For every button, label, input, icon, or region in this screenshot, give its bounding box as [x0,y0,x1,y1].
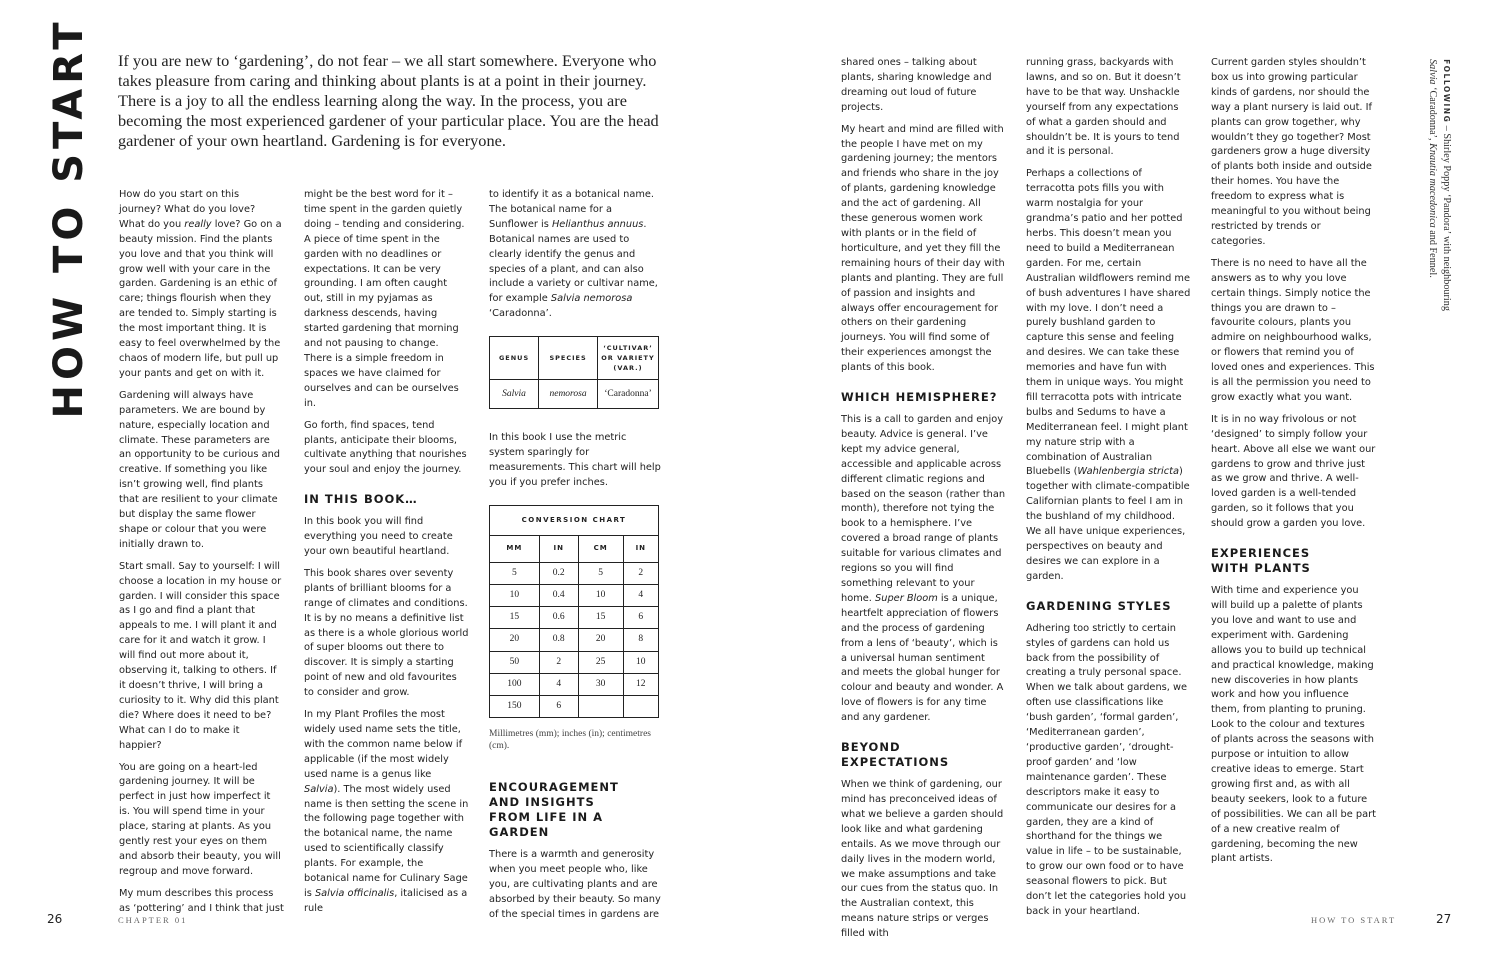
section-heading-beyond-expectations: BEYOND EXPECTATIONS [841,740,950,770]
running-footer-right: HOW TO START [1311,915,1397,925]
table-cell: ‘Caradonna’ [598,380,659,409]
table-cell: 15 [490,607,540,629]
paragraph: There is no need to have all the answers as to why you love certain things. Simply notice the things you are drawn to – favourite colours, plants you admire on neighbourhood walks, or flowers that remind you of loved ones and experiences. This is all the permission you need to grow exactly what you want. [1211,257,1375,403]
table-header: SPECIES [539,337,598,380]
table-cell: 0.8 [539,629,578,651]
right-column-3 [1211,56,1376,874]
conversion-chart-caption: Millimetres (mm); inches (in); centimetres (cm). [489,729,651,752]
table-cell: 0.6 [539,607,578,629]
table-cell: 30 [578,673,623,695]
paragraph: There is a warmth and generosity when you meet people who, like you, are cultivating plants and are absorbed by their beauty. So many of the special times in gardens are [489,849,661,920]
page-number-right: 27 [1436,912,1452,926]
paragraph: In my Plant Profiles the most widely used name sets the title, with the common name below if applicable (if the most widely used name is a genus like Salvia). The most widely used name is then setting the scene in the following page together with the botanical name, the name used to scientifically classify plants. For example, the botanical name for Culinary Sage is Salvia officinalis, italicised as a rule [304,709,469,914]
table-row [490,584,659,606]
paragraph: In this book I use the metric system sparingly for measurements. This chart will help you if you prefer inches. [489,432,661,488]
table-header: GENUS [490,337,539,380]
table-cell: nemorosa [539,380,598,409]
table-row [490,695,659,717]
conversion-header: IN [539,535,578,562]
table-cell [578,695,623,717]
paragraph: Go forth, find spaces, tend plants, anticipate their blooms, cultivate anything that nourishes your soul and enjoy the journey. [304,419,467,476]
paragraph: Adhering too strictly to certain styles of gardens can hold us back from the possibility of creating a truly personal space. When we talk about gardens, we often use classifications like ‘bush garden’, ‘formal garden’, ‘Mediterranean garden’, ‘productive garden’, ‘drought-proof garden’ and ‘low maintenance garden’. These descriptors make it easy to communicate our desires for a garden, they are a kind of shorthand for the things we value in life – to be sustainable, to grow our own food or to have seasonal flowers to pick. But don’t let the categories hold you back in your heartland. [1026,622,1188,917]
table-cell: 100 [490,673,540,695]
table-cell: 5 [490,562,540,584]
table-cell: 0.2 [539,562,578,584]
right-column-2 [1026,56,1191,927]
table-row [490,651,659,673]
paragraph: Start small. Say to yourself: I will choose a location in my house or garden. I will consider this space as I go and find a plant that appeals to me. I will plant it and care for it and watch it grow. I will find out more about it, observing it, talking to others. If it doesn’t thrive, I will bring a curiosity to it. Why did this plant die? Where does it need to be? What can I do to make it happier? [119,560,282,751]
section-heading-which-hemisphere: WHICH HEMISPHERE? [841,390,998,405]
table-cell: 20 [578,629,623,651]
paragraph: to identify it as a botanical name. The botanical name for a Sunflower is Helianthus annuus. Botanical names are used to clearly identify the genus and species of a plant, and can also include a variety or cultivar name, for example Salvia nemorosa ‘Caradonna’. [489,189,658,320]
table-row [490,562,659,584]
paragraph: This is a call to garden and enjoy beauty. Advice is general. I’ve kept my advice general, accessible and applicable across different climatic regions and based on the season (rather than month), therefore not tying the book to a hemisphere. I’ve covered a broad range of plants suitable for various climates and regions so you will find something relevant to your home. Super Bloom is a unique, heartfelt appreciation of flowers and the process of gardening from a lens of ‘beauty’, which is a universal human sentiment and meets the global hunger for colour and beauty and wonder. A love of flowers is for any time and any gardener. [841,414,1006,724]
paragraph: How do you start on this journey? What do you love? What do you really love? Go on a beauty mission. Find the plants you love and that you think will grow well with your care in the garden. Gardening is an ethic of care; things flourish when they are tended to. Simply starting is the most important thing. It is easy to feel overwhelmed by the chaos of modern life, but pull up your pants and get on with it. [119,189,282,379]
table-cell: 50 [490,651,540,673]
page-number-left: 26 [47,912,63,926]
table-cell: 10 [490,584,540,606]
table-cell: 12 [623,673,658,695]
table-cell: 6 [623,607,658,629]
section-heading-in-this-book: IN THIS BOOK… [304,492,418,507]
left-column-3 [489,188,664,930]
paragraph: Perhaps a collections of terracotta pots fills you with warm nostalgia for your grandma’s patio and her potted herbs. This doesn’t mean you need to build a Mediterranean garden. For me, certain Australian wildflowers remind me of bush adventures I have shared with my love. I don’t need a purely bushland garden to capture this sense and feeling and desires. We can take these memories and have fun with them in unique ways. You might fill terracotta pots with intricate bulbs and Sedums to have a Mediterranean feel. I might plant my nature strip with a combination of Australian Bluebells (Wahlenbergia stricta) together with climate-compatible Californian plants to feel I am in the bushland of my childhood. We all have unique experiences, perspectives on beauty and desires we can explore in a garden. [1026,168,1191,582]
paragraph: My mum describes this process as ‘pottering’ and I think that just [119,887,284,914]
paragraph: Current garden styles shouldn’t box us into growing particular kinds of gardens, nor should the way a plant nursery is laid out. If plants can grow together, why wouldn’t they go together? Most gardeners grow a huge diversity of plants both inside and outside their homes. You have the freedom to express what is meaningful to you without being restricted by trends or categories. [1211,57,1373,247]
table-row [490,673,659,695]
table-cell: 0.4 [539,584,578,606]
photo-caption: FOLLOWING – Shirley Poppy ‘Pandora’ with neighbouring Salvia ‘Caradonna’, Knautia macedonica and Fennel. [1427,59,1452,311]
table-cell: 8 [623,629,658,651]
right-column-1 [841,56,1006,949]
conversion-header: MM [490,535,540,562]
paragraph: In this book you will find everything you need to create your own beautiful heartland. [304,516,453,558]
table-row [490,607,659,629]
paragraph: My heart and mind are filled with the people I have met on my gardening journey; the mentors and friends who share in the joy of plants, gardening knowledge and the act of gardening. All these generous women work with plants or in the field of horticulture, and yet they fill the remaining hours of their day with plants and planting. They are full of passion and insights and always offer encouragement for others on their gardening journeys. You will find some of their experiences amongst the plants of this book. [841,123,1005,374]
table-cell: 15 [578,607,623,629]
table-cell: 10 [578,584,623,606]
table-cell: 10 [623,651,658,673]
table-cell: 150 [490,695,540,717]
section-heading-gardening-styles: GARDENING STYLES [1026,598,1172,613]
left-column-2 [304,188,469,924]
running-footer-left: CHAPTER 01 [118,915,188,925]
table-cell: 2 [623,562,658,584]
table-header: ‘CULTIVAR’ OR VARIETY (VAR.) [598,337,659,380]
paragraph: might be the best word for it – time spent in the garden quietly doing – tending and considering. A piece of time spent in the garden with no deadlines or expectations. It can be very grounding. I am often caught out, still in my pyjamas as darkness descends, having started gardening that morning and not pausing to change. There is a simple freedom in spaces we have claimed for ourselves and can be ourselves in. [304,189,465,409]
table-cell: 5 [578,562,623,584]
table-row [490,629,659,651]
table-cell: 4 [623,584,658,606]
conversion-chart [489,505,659,718]
table-cell: 20 [490,629,540,651]
intro-paragraph: If you are new to ‘gardening’, do not fear – we all start somewhere. Everyone who takes pleasure from caring and thinking about plants is at a point in their journey. There is a joy to all the endless learning along the way. In the process, you are becoming the most experienced gardener of your particular place. You are the head gardener of your own heartland. Gardening is for everyone. [118,51,659,150]
paragraph: It is in no way frivolous or not ‘designed’ to simply follow your heart. Above all else we want our gardens to grow and thrive just as we grow and thrive. A well-loved garden is a well-tended garden, so it follows that you should grow a garden you love. [1211,413,1376,530]
section-heading-experiences: EXPERIENCES WITH PLANTS [1211,546,1311,576]
table-cell: 2 [539,651,578,673]
table-cell: 6 [539,695,578,717]
conversion-header: IN [623,535,658,562]
paragraph: With time and experience you will build up a palette of plants you love and want to use and experiment with. Gardening allows you to build up technical and practical knowledge, making new discoveries in how plants work and how you influence them, from planting to pruning. Look to the colour and textures of plants across the seasons with purpose or intuition to allow creative ideas to emerge. Start growing first and, as with all beauty seekers, look to a future of possibilities. We can all be part of a new creative realm of gardening, becoming the new plant artists. [1211,585,1376,865]
conversion-chart-title: CONVERSION CHART [490,505,659,535]
section-heading-encouragement: ENCOURAGEMENT AND INSIGHTS FROM LIFE IN A GARDEN [489,780,619,840]
paragraph: When we think of gardening, our mind has preconceived ideas of what we believe a garden should look like and what gardening entails. As we move through our daily lives in the modern world, we make assumptions and take our cues from the status quo. In the Australian context, this means nature strips or verges filled with [841,779,1004,940]
left-column-1 [119,188,284,924]
table-cell: 4 [539,673,578,695]
conversion-header: CM [578,535,623,562]
botanical-name-table [489,336,659,409]
paragraph: shared ones – talking about plants, sharing knowledge and dreaming out loud of future projects. [841,57,992,113]
table-cell [623,695,658,717]
chapter-title: HOW TO START [46,17,92,419]
paragraph: running grass, backyards with lawns, and so on. But it doesn’t have to be that way. Unshackle yourself from any expectations of what a garden should and shouldn’t be. It is yours to tend and it is personal. [1026,57,1181,158]
table-cell: Salvia [490,380,539,409]
paragraph: This book shares over seventy plants of brilliant blooms for a range of climates and conditions. It is by no means a definitive list as there is a whole glorious world of super blooms out there to discover. It is simply a starting point of new and old favourites to consider and grow. [304,567,469,699]
paragraph: Gardening will always have parameters. We are bound by nature, especially location and climate. These parameters are an opportunity to be curious and creative. If something you like isn’t growing well, find plants that are resilient to your climate but display the same flower shape or colour that you were initially drawn to. [119,389,281,550]
table-cell: 25 [578,651,623,673]
paragraph: You are going on a heart-led gardening journey. It will be perfect in just how imperfect it is. You will spend time in your place, staring at plants. As you gently rest your eyes on them and absorb their beauty, you will regroup and move forward. [119,761,281,877]
